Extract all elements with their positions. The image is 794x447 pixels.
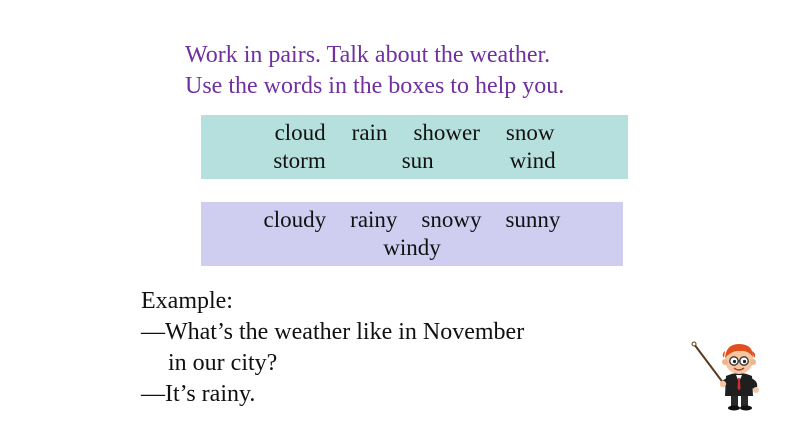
adjective-word-row-1 [201,206,623,234]
noun-word-row-2 [201,147,628,175]
word-rain: rain [351,120,388,145]
adjective-word-row-2 [201,234,623,262]
example-heading: Example: [141,288,233,314]
noun-word-box [201,115,628,179]
word-rainy: rainy [350,207,398,232]
example-question-line-1: —What’s the weather like in November [141,319,525,345]
noun-word-row-1 [201,119,628,147]
word-snow: snow [505,120,555,145]
word-shower: shower [413,120,480,145]
word-storm: storm [273,148,326,173]
instructions [185,40,665,102]
word-wind: wind [509,148,556,173]
adjective-word-box [201,202,623,266]
word-cloudy: cloudy [263,207,327,232]
word-snowy: snowy [421,207,482,232]
word-sunny: sunny [505,207,561,232]
example-dialogue [141,286,524,410]
word-sun: sun [401,148,434,173]
instruction-line-2: Use the words in the boxes to help you. [185,73,565,99]
example-answer: —It’s rainy. [141,381,256,407]
word-cloud: cloud [274,120,326,145]
instruction-line-1: Work in pairs. Talk about the weather. [185,42,551,68]
example-question-line-2: in our city? [168,350,278,376]
word-windy: windy [383,235,441,260]
teacher-with-pointer-icon [690,336,770,411]
